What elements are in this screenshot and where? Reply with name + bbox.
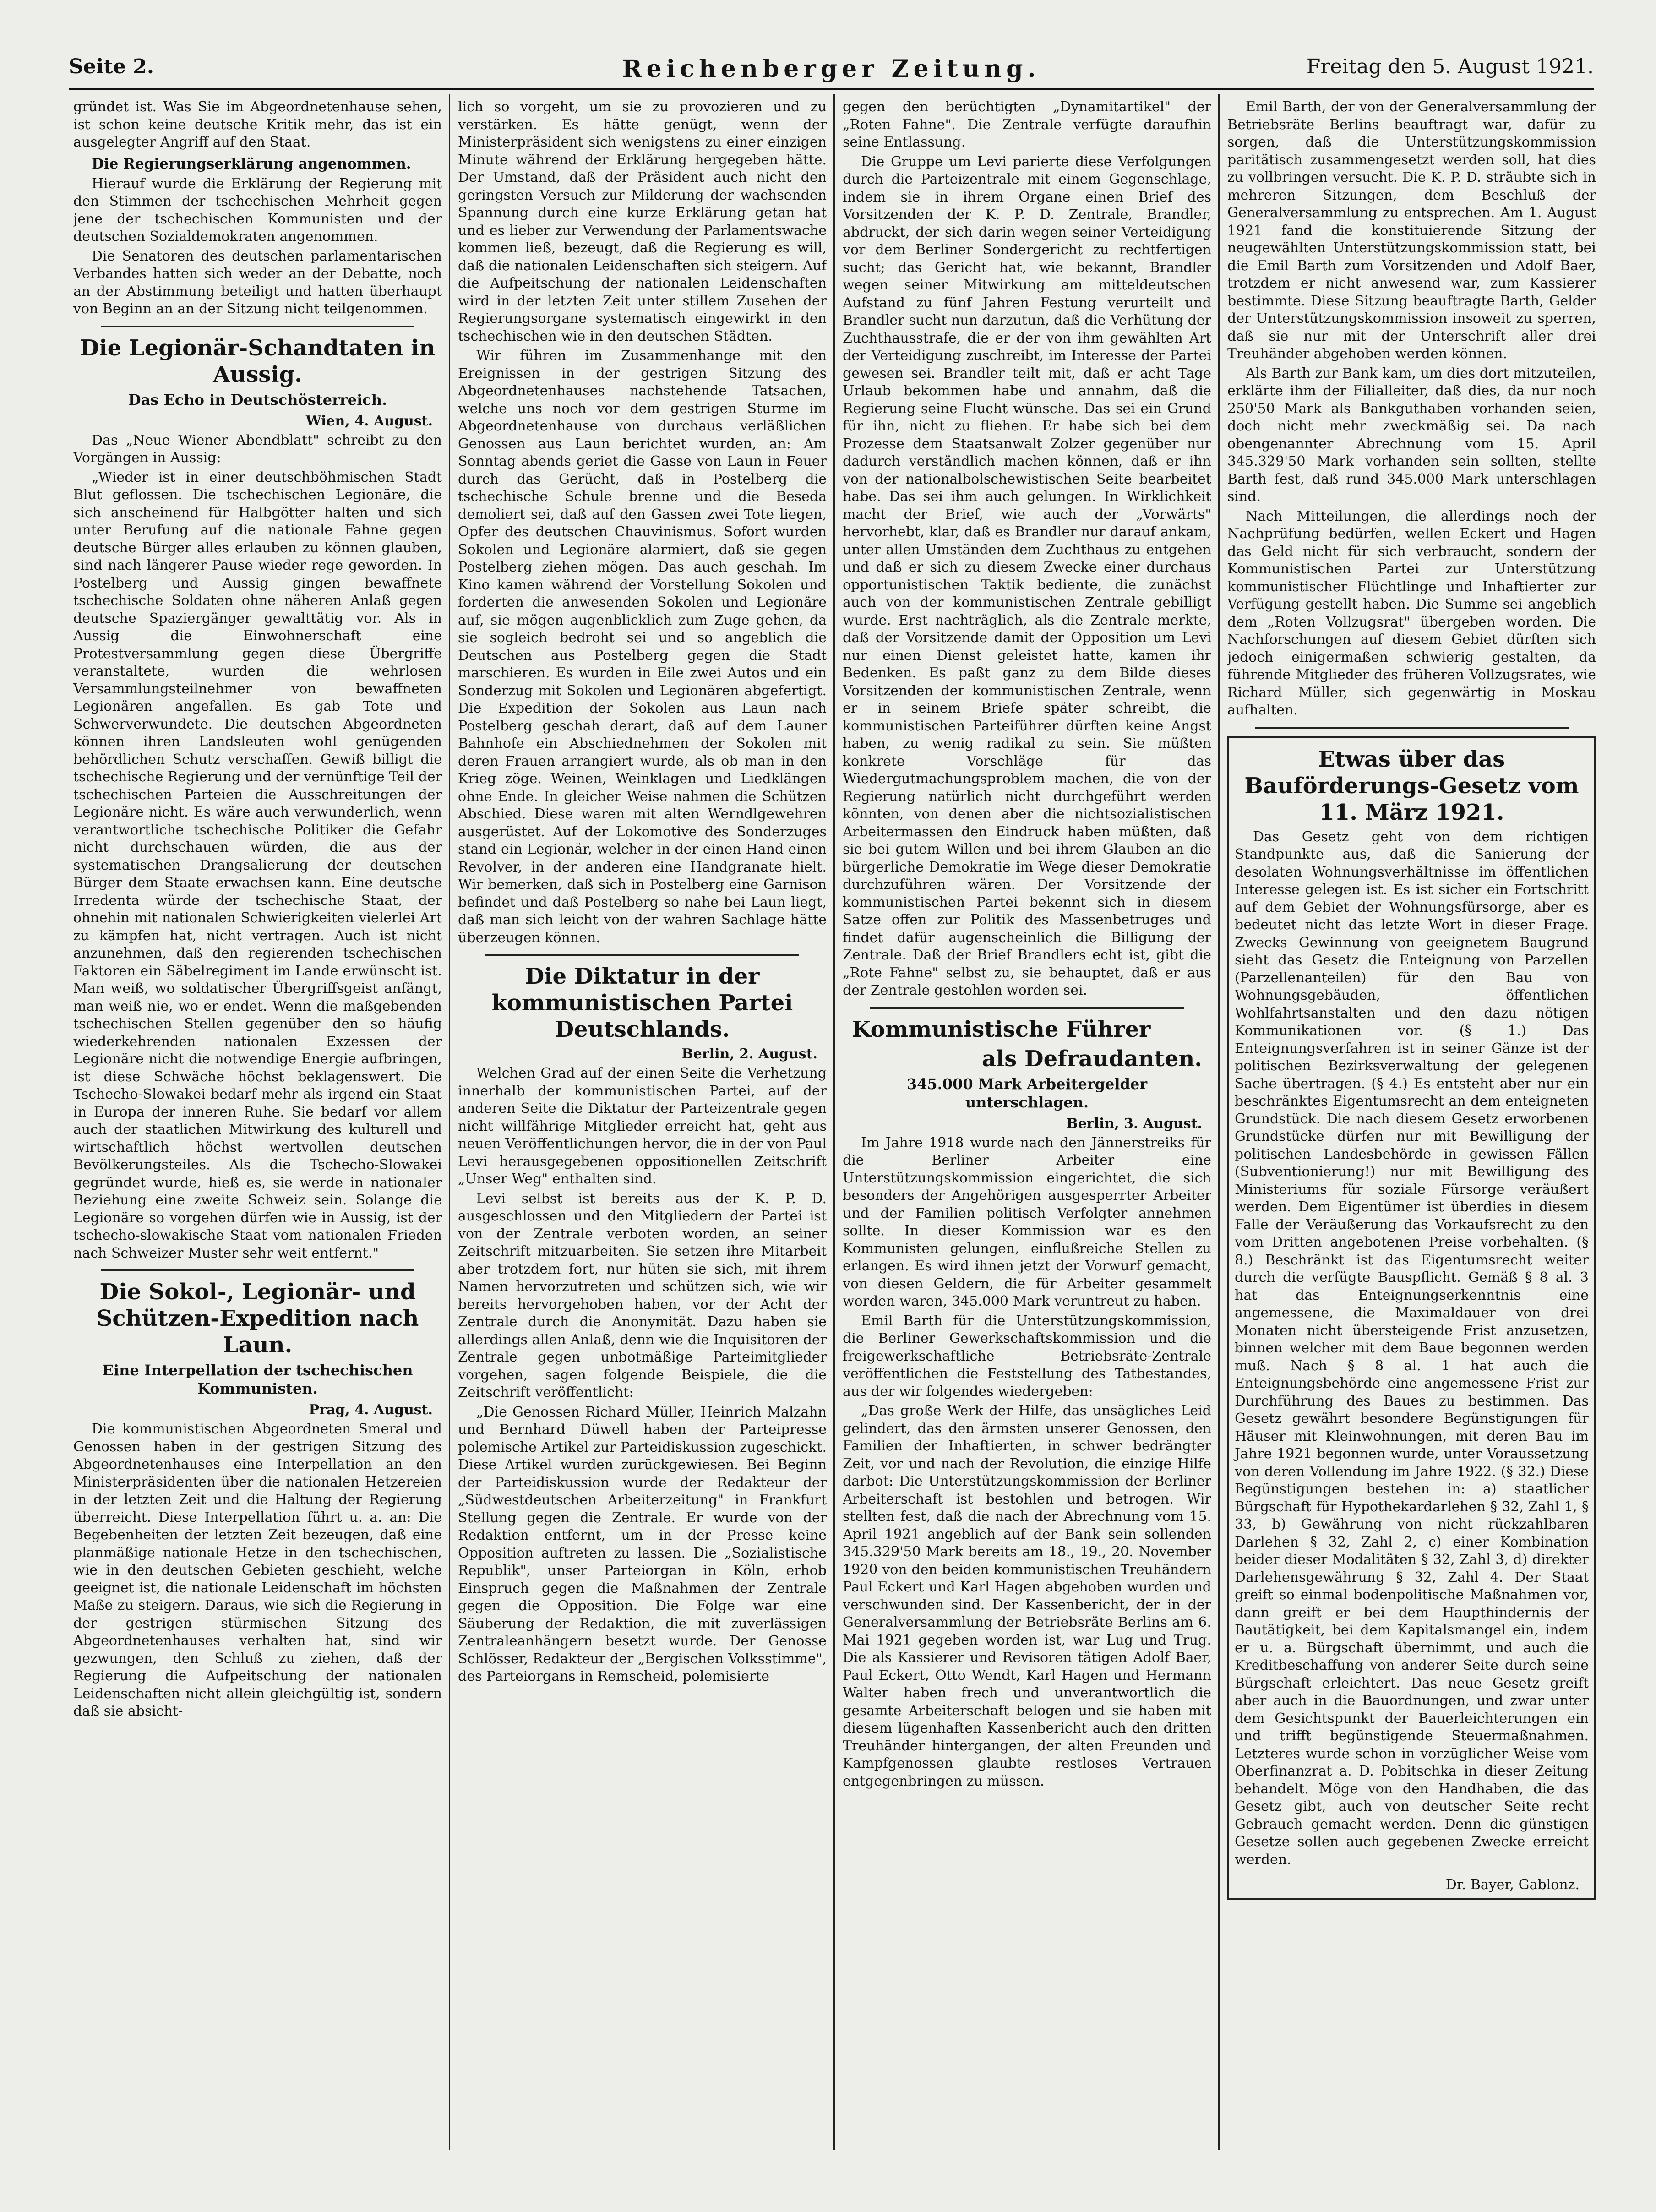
dateline: Berlin, 2. August. [681, 1046, 817, 1062]
page-header [69, 55, 1594, 87]
article-paragraph: „Die Genossen Richard Müller, Heinrich Malzahn und Bernhard Düwell haben der Parteipresse polemische Artikel zur Parteidiskussion zugeschickt. Diese Artikel wurden zurückgewiesen. Bei Beginn der Parteidiskussion wurde der Redakteur der „Südwestdeutschen Arbeiterzeitung" in Frankfurt Stellung gegen die Zentrale. Er wurde von der Redaktion entfernt, um in der Presse keine Opposition auftreten zu lassen. Die „Sozialistische Republik", unser Parteiorgan in Köln, erhob Einspruch gegen die Maßnahmen der Zentrale gegen die Opposition. Die Folge war eine Säuberung der Redaktion, die mit zuverlässigen Zentraleanhängern besetzt wurde. Der Genosse Schlösser, Redakteur der „Bergischen Volksstimme", des Parteiorgans in Remscheid, polemisierte [458, 1404, 827, 1684]
page-number: Seite 2. [69, 55, 154, 78]
column-3 [843, 98, 1211, 2146]
article-paragraph: Wir führen im Zusammenhange mit den Ereignissen in der gestrigen Sitzung des Abgeordnetenhauses nachstehende Tatsachen, welche uns noch vor dem gestrigen Sturme im Abgeordnetenhause von durchaus verläßlichen Genossen aus Laun berichtet wurden, an: Am Sonntag abends geriet die Gasse von Laun in Feuer durch das Gerücht, daß in Postelberg die tschechische Schule brenne und die Beseda demoliert sei, daß auf den Gassen zwei Tote liegen, Opfer des deutschen Chauvinismus. Sofort wurden Sokolen und Legionäre alarmiert, daß sie gegen Postelberg ziehen mögen. Das auch geschah. Im Kino kamen während der Vorstellung Sokolen und forderten die anwesenden Sokolen und Legionäre auf, sie mögen augenblicklich zum Zuge gehen, da sie sogleich bedroht sei und so angeblich die Deutschen aus Postelberg gegen die Stadt marschieren. Es wurden in Eile zwei Autos und ein Sonderzug mit Sokolen und Legionären abgefertigt. Die Expedition der Sokolen aus Laun nach Postelberg geschah derart, daß auf dem Launer Bahnhofe ein Abschiednehmen der Sokolen mit deren Frauen arrangiert wurde, als ob man in den Krieg zöge. Weinen, Weinklagen und Liedklängen ohne Ende. In gleicher Weise nahmen die Schützen Abschied. Diese waren mit alten Werndlgewehren ausgerüstet. Auf der Lokomotive des Sonderzuges stand ein Legionär, welcher in der einen Hand einen Revolver, in der anderen eine Handgranate hielt. Wir bemerken, daß sich in Postelberg eine Garnison befindet und daß Postelberg so nahe bei Laun liegt, daß man sich leicht von der wahren Sachlage hätte überzeugen können. [458, 348, 827, 946]
article-paragraph: „Das große Werk der Hilfe, das unsägliches Leid gelindert, das den ärmsten unserer Genossen, den Familien der Inhaftierten, in schwer bedrängter Zeit, vor und nach der Revolution, die einzige Hilfe darbot: Die Unterstützungskommission der Berliner Arbeiterschaft ist bestohlen und betrogen. Wir stellten fest, daß die nach der Abrechnung vom 15. April 1921 angeblich auf der Bank sein sollenden 345.329'50 Mark bereits am 18., 19., 20. November 1920 von den beiden kommunistischen Treuhändern Paul Eckert und Karl Hagen abgehoben wurden und verschwunden sind. Der Kassenbericht, der in der Generalversammlung der Betriebsräte Berlins am 6. Mai 1921 gegeben worden ist, war Lug und Trug. Die als Kassierer und Revisoren tätigen Adolf Baer, Paul Eckert, Otto Wendt, Karl Hagen und Hermann Walter haben frech und unverantwortlich die gesamte Arbeiterschaft belogen und sie haben mit diesem lügenhaften Kassenbericht auch den dritten Treuhänder hintergangen, der alten Freunden und Kampfgenossen glaubte restloses Vertrauen entgegenbringen zu müssen. [843, 1403, 1211, 1789]
article-paragraph: gründet ist. Was Sie im Abgeordnetenhause sehen, ist schon keine deutsche Kritik mehr, das ist ein ausgelegter Angriff auf den Staat. [73, 99, 442, 150]
article-paragraph: Das Gesetz geht von dem richtigen Standpunkte aus, daß die Sanierung der desolaten Wohnungsverhältnisse im öffentlichen Interesse gelegen ist. Es ist sicher ein Fortschritt auf dem Gebiet der Wohnungsfürsorge, aber es bedeutet nicht das letzte Wort in dieser Frage. Zwecks Gewinnung von geeignetem Baugrund sieht das Gesetz die Enteignung von Parzellen (Parzellenanteilen) für den Bau von Wohnungsgebäuden, öffentlichen Wohlfahrtsanstalten und den dazu nötigen Kommunikationen vor. (§ 1.) Das Enteignungsverfahren ist in seiner Gänze ist der politischen Bezirksverwaltung der gelegenen Sache übertragen. (§ 4.) Es entsteht aber nur ein beschränktes Eigentumsrecht an dem enteigneten Grundstück. Die nach diesem Gesetz erworbenen Grundstücke dürfen nur mit Bewilligung der politischen Landesbehörde in gewissen Fällen (Subventionierung!) nur mit Bewilligung des Ministeriums für soziale Fürsorge veräußert werden. Dem Eigentümer ist überdies in diesem Falle der Veräußerung das Vorkaufsrecht zu den vom Dritten angebotenen Preise vorbehalten. (§ 8.) Beschränkt ist das Eigentumsrecht weiter durch die verfügte Bauspflicht. Gemäß § 8 al. 3 hat das Enteignungserkenntnis eine angemessene, die Maximaldauer von drei Monaten nicht übersteigende Frist anzusetzen, binnen welcher mit dem Baue begonnen werden muß. Nach § 8 al. 1 hat auch die Enteignungsbehörde eine angemessene Frist zur Durchführung des Baues zu bestimmen. Das Gesetz gewährt besondere Begünstigungen für Häuser mit Kleinwohnungen, mit deren Bau im Jahre 1921 begonnen wurde, unter Voraussetzung von deren Vollendung im Jahre 1922. (§ 32.) Diese Begünstigungen bestehen in: a) staatlicher Bürgschaft für Hypothekardarlehen § 32, Zahl 1, § 33, b) Gewährung von nicht rückzahlbaren Darlehen § 32, Zahl 2, c) einer Kombination beider dieser Modalitäten § 32, Zahl 3, d) direkter Darlehensgewährung § 32, Zahl 4. Der Staat greift so einmal bodenpolitische Maßnahmen vor, dann greift er bei dem Haupthindernis der Bautätigkeit, bei dem Kapitalsmangel ein, indem er u. a. Bürgschaft übernimmt, und auch die Kreditbeschaffung von anderer Seite durch seine Bürgschaft erleichtert. Das neue Gesetz greift aber auch in die Bauordnungen, und zwar unter dem Gesichtspunkt der Bauerleichterungen ein und trifft begünstigende Steuermaßnahmen. Letzteres wurde schon in vorzüglicher Weise vom Oberfinanzrat a. D. Pobitschka in dieser Zeitung behandelt. Möge von den Handhaben, die das Gesetz gibt, auch von deutscher Seite recht Gebrauch gemacht werden. Denn die günstigen Gesetze sollen auch gegebenen Zwecke erreicht werden. [1235, 828, 1589, 1868]
column-1 [73, 98, 442, 2146]
headline-laun: Die Sokol-, Legionär- und Schützen-Expedition nach Laun. [96, 1279, 419, 1358]
article-paragraph: Als Barth zur Bank kam, um dies dort mitzuteilen, erklärte ihm der Filialleiter, daß dies, da nur noch 250'50 Mark als Bankguthaben vorhanden seien, doch nicht mehr zweckmäßig sei. Da nach obengenannter Abrechnung vom 15. April 345.329'50 Mark vorhanden sein sollten, stellte Barth fest, daß rund 345.000 Mark unterschlagen sind. [1227, 365, 1596, 505]
bauforderung-article-box [1227, 736, 1596, 1900]
subheadline: Das Echo in Deutschösterreich. [128, 391, 387, 409]
article-paragraph: lich so vorgeht, um sie zu provozieren und zu verstärken. Es hätte genügt, wenn der Ministerpräsident sich wenigstens zu einer einzigen Minute während der Erklärung hergegeben hätte. Der Umstand, daß der Präsident auch nicht den geringsten Versuch zur Milderung der wachsenden Spannung durch eine kurze Erklärung getan hat und es lieber zur Verwendung der Parlamentswache kommen ließ, bezeugt, daß die Regierung es will, daß die nationalen Leidenschaften sich steigern. Auf die Aufpeitschung der nationalen Leidenschaften wird in der letzten Zeit unter stillem Zusehen der Regierungsorgane systematisch eingewirkt in den tschechischen wie in den deutschen Städten. [458, 99, 827, 344]
article-paragraph: Das „Neue Wiener Abendblatt" schreibt zu den Vorgängen in Aussig: [73, 432, 442, 466]
headline-diktatur: Die Diktatur in der kommunistischen Partei Deutschlands. [491, 964, 793, 1042]
column-2 [458, 98, 827, 2146]
column-divider [1218, 94, 1220, 2150]
section-subheading: Die Regierungserklärung angenommen. [92, 155, 411, 172]
article-paragraph: Emil Barth, der von der Generalversammlung der Betriebsräte Berlins beauftragt war, dafür zu sorgen, daß die Unterstützungskommission paritätisch zusammengesetzt werden soll, hat dies zu vollbringen versucht. Die K. P. D. sträubte sich in mehreren Sitzungen, dem Beschluß der Generalversammlung zu entsprechen. Am 1. August 1921 fand die konstituierende Sitzung der neugewählten Unterstützungskommission statt, bei die Emil Barth zum Vorsitzenden und Adolf Baer, trotzdem er nicht anwesend war, zum Kassierer bestimmte. Diese Sitzung beauftragte Barth, Gelder der Unterstützungskommission insoweit zu sperren, daß sie nur mit der Unterschrift aller drei Treuhänder abgehoben werden können. [1227, 99, 1596, 362]
article-paragraph: Hierauf wurde die Erklärung der Regierung mit den Stimmen der tschechischen Mehrheit gegen jene der tschechischen Kommunisten und der deutschen Sozialdemokraten angenommen. [73, 175, 442, 245]
article-separator [101, 1269, 414, 1271]
headline-defraudanten: als Defraudanten. [981, 1046, 1202, 1072]
article-paragraph: Nach Mitteilungen, die allerdings noch der Nachprüfung bedürfen, wellen Eckert und Hagen das Geld nicht für sich verbraucht, sondern der Kommunistischen Partei zur Unterstützung kommunistischer Flüchtlinge und Inhaftierter zur Verfügung gestellt haben. Die Summe sei angeblich dem „Roten Vollzugsrat" übergeben worden. Die Nachforschungen auf diesem Gebiet dürften sich jedoch einigermaßen schwierig gestalten, da führende Mitglieder des früheren Vollzugsrates, wie Richard Müller, sich gegenwärtig in Moskau aufhalten. [1227, 508, 1596, 718]
article-paragraph: gegen den berüchtigten „Dynamitartikel" der „Roten Fahne". Die Zentrale verfügte daraufhin seine Entlassung. [843, 99, 1211, 150]
article-separator [101, 326, 414, 327]
article-paragraph: Die kommunistischen Abgeordneten Smeral und Genossen haben in der gestrigen Sitzung des Abgeordnetenhauses eine Interpellation an den Ministerpräsidenten über die nationalen Hetzereien in der letzten Zeit und die Haltung der Regierung überreicht. Diese Interpellation führt u. a. an: Die Begebenheiten der letzten Zeit bezeugen, daß eine planmäßige nationale Hetze in den tschechischen, wie in den deutschen Gebieten geschieht, welche geeignet ist, die nationale Leidenschaft im höchsten Maße zu steigern. Daraus, wie sich die Regierung in der gestrigen stürmischen Sitzung des Abgeordnetenhauses verhalten hat, sind wir gezwungen, den Schluß zu ziehen, daß der Regierung die Aufpeitschung der nationalen Leidenschaften nicht allein gleichgültig ist, sondern daß sie absicht- [73, 1421, 442, 1719]
article-separator [870, 1007, 1184, 1009]
headline-kommunistische-fuehrer: Kommunistische Führer [852, 1016, 1151, 1042]
issue-date: Freitag den 5. August 1921. [1306, 55, 1594, 78]
article-paragraph: „Wieder ist in einer deutschböhmischen Stadt Blut geflossen. Die tschechischen Legionäre, die sich anscheinend für Halbgötter halten und sich unter Berufung auf die nationale Fahne gegen deutsche Bürger alles erlauben zu können glauben, sind nach längerer Pause wieder rege geworden. In Postelberg und Aussig gingen bewaffnete tschechische Soldaten ohne näheren Anlaß gegen deutsche Spaziergänger gewalttätig vor. Als in Aussig die Einwohnerschaft eine Protestversammlung gegen diese Übergriffe veranstaltete, wurden die wehrlosen Versammlungsteilnehmer von bewaffneten Legionären angefallen. Es gab Tote und Schwerverwundete. Die deutschen Abgeordneten können ihren Landsleuten wohl genügenden behördlichen Schutz verschaffen. Gewiß billigt die tschechische Regierung und der vernünftige Teil der tschechischen Parteien die Ausschreitungen der Legionäre nicht. Es wäre auch verwunderlich, wenn verantwortliche tschechische Politiker die Gefahr nicht durchschauen würden, die aus der systematischen Drangsalierung der deutschen Bürger dem Staate erwachsen kann. Eine deutsche Irredenta würde der tschechische Staat, der ohnehin mit nationalen Schwierigkeiten vielerlei Art zu kämpfen hat, nicht vertragen. Auch ist nicht anzunehmen, daß den regierenden tschechischen Faktoren ein Säbelregiment im Lande erwünscht ist. Man weiß, wo soldatischer Übergriffsgeist anfängt, man weiß nie, wo er endet. Wenn die maßgebenden tschechischen Stellen gegenüber den so häufig wiederkehrenden nationalen Exzessen der Legionäre nicht die notwendige Energie aufbringen, ist diese Schwäche höchst beklagenswert. Die Tschecho-Slowakei bedarf mehr als irgend ein Staat in Europa der inneren Ruhe. Sie bedarf vor allem auch der staatlichen Mitwirkung des kulturell und wirtschaftlich höchst wertvollen deutschen Bevölkerungsteiles. Als die Tschecho-Slowakei gegründet wurde, hieß es, sie werde in nationaler Beziehung eine zweite Schweiz sein. Solange die Legionäre so vorgehen dürfen wie in Aussig, ist der tschecho-slowakische Staat vom nationalen Frieden nach Schweizer Muster sehr weit entfernt." [73, 469, 442, 1261]
article-paragraph: Welchen Grad auf der einen Seite die Verhetzung innerhalb der kommunistischen Partei, auf der anderen Seite die Diktatur der Parteizentrale gegen nicht willfährige Mitglieder erreicht hat, geht aus neuen Veröffentlichungen hervor, die in der von Paul Levi herausgegebenen oppositionellen Zeitschrift „Unser Weg" enthalten sind. [458, 1065, 827, 1187]
header-rule [69, 88, 1594, 90]
column-4 [1227, 98, 1596, 2146]
dateline: Berlin, 3. August. [1066, 1115, 1202, 1132]
subheadline: 345.000 Mark Arbeitergelder unterschlagen. [906, 1075, 1148, 1111]
article-paragraph: Die Senatoren des deutschen parlamentarischen Verbandes hatten sich weder an der Debatte, noch an der Abstimmung beteiligt und hatten überhaupt von Beginn an an der Sitzung nicht teilgenommen. [73, 248, 442, 317]
dateline: Prag, 4. August. [309, 1402, 433, 1418]
subheadline: Eine Interpellation der tschechischen Kommunisten. [102, 1362, 413, 1397]
article-separator [485, 954, 799, 956]
column-divider [833, 94, 835, 2150]
article-paragraph: Die Gruppe um Levi parierte diese Verfolgungen durch die Parteizentrale mit einem Gegenschlage, indem sie in ihrem Organe einen Brief des Vorsitzenden der K. P. D. Zentrale, Brandler, abdruckt, der sich darin wegen seiner Verteidigung vor dem Berliner Sondergericht zu rechtfertigen sucht; das Gericht hat, wie bekannt, Brandler wegen seiner Mitwirkung am mitteldeutschen Aufstand zu fünf Jahren Festung verurteilt und Brandler sucht nun darzutun, daß die Verhütung der Zuchthausstrafe, die er der von ihm gewählten Art der Verteidigung zuschreibt, im Interesse der Partei gewesen sei. Brandler teilt mit, daß er acht Tage Urlaub bekommen habe und annahm, daß die Regierung seine Flucht wünsche. Das sei ein Grund für ihn, nicht zu fliehen. Er habe sich bei dem Prozesse dem Staatsanwalt Zolzer gegenüber nur dadurch verständlich machen können, daß er ihn von der nationalbolschewistischen Seite bearbeitet habe. Das sei ihm auch gelungen. In Wirklichkeit macht der Brief, wie auch der „Vorwärts" hervorhebt, klar, daß es Brandler nur darauf ankam, unter allen Umständen dem Zuchthaus zu entgehen und daß er sich zu diesem Zwecke einer durchaus opportunistischen Taktik bediente, die zunächst auch von der kommunistischen Zentrale gebilligt wurde. Erst nachträglich, als die Zentrale merkte, daß der Vorsitzende damit der Opposition um Levi nur einen Dienst geleistet hatte, kamen ihr Bedenken. Es paßt ganz zu dem Bilde dieses Vorsitzenden der kommunistischen Zentrale, wenn er in seinem Briefe später schreibt, die kommunistischen Parteiführer dürften keine Angst haben, zu wenig radikal zu sein. Sie müßten konkrete Vorschläge für das Wiedergutmachungsproblem machen, die von der Regierung natürlich nicht durchgeführt werden könnten, von denen aber die nichtsozialistischen Arbeitermassen den Eindruck haben müßten, daß sie bei gutem Willen und bei ihrem Glauben an die bürgerliche Demokratie im Wege dieser Demokratie durchzuführen wären. Der Vorsitzende der kommunistischen Partei bekennt sich in diesem Satze offen zur Politik des Massenbetruges und findet dafür augenscheinlich die Billigung der Zentrale. Daß der Brief Brandlers echt ist, gibt die „Rote Fahne" selbst zu, sie behauptet, daß er aus der Zentrale gestohlen worden sei. [843, 153, 1211, 998]
article-separator [1255, 727, 1569, 729]
headline-aussig: Die Legionär-Schandtaten in Aussig. [80, 335, 436, 387]
newspaper-title: Reichenberger Zeitung. [622, 55, 1040, 83]
article-paragraph: Levi selbst ist bereits aus der K. P. D. ausgeschlossen und den Mitgliedern der Partei ist von der Zentrale verboten worden, an seiner Zeitschrift mitzuarbeiten. Sie setzen ihre Mitarbeit aber trotzdem fort, nur hüten sie sich, mit ihrem Namen hervorzutreten und schützen sich, wie wir bereits hervorgehoben haben, vor der Acht der Zentrale durch die Anonymität. Dazu haben sie allerdings allen Anlaß, denn wie die Inquisitoren der Zentrale gegen unbotmäßige Parteimitglieder vorgehen, sagen folgende Beispiele, die die Zeitschrift veröffentlicht: [458, 1190, 827, 1400]
headline-bauforderung: Etwas über das Bauförderungs-Gesetz vom 11. März 1921. [1244, 746, 1579, 825]
article-paragraph: Emil Barth für die Unterstützungskommission, die Berliner Gewerkschaftskommission und die freigewerkschaftliche Betriebsräte-Zentrale veröffentlichen die Feststellung des Tatbestandes, aus der wir folgendes wiedergeben: [843, 1313, 1211, 1400]
column-divider [449, 94, 450, 2150]
article-paragraph: Im Jahre 1918 wurde nach den Jännerstreiks für die Berliner Arbeiter eine Unterstützungskommission eingerichtet, die sich besonders der Angehörigen ausgesperrter Arbeiter und der Familien politisch Verfolgter annehmen sollte. In dieser Kommission war es den Kommunisten gelungen, einflußreiche Stellen zu erlangen. Es wird ihnen jetzt der Vorwurf gemacht, von diesen Geldern, die für Arbeiter gesammelt worden waren, 345.000 Mark veruntreut zu haben. [843, 1134, 1211, 1309]
dateline: Wien, 4. August. [305, 413, 433, 429]
author-signature: Dr. Bayer, Gablonz. [1445, 1877, 1580, 1893]
